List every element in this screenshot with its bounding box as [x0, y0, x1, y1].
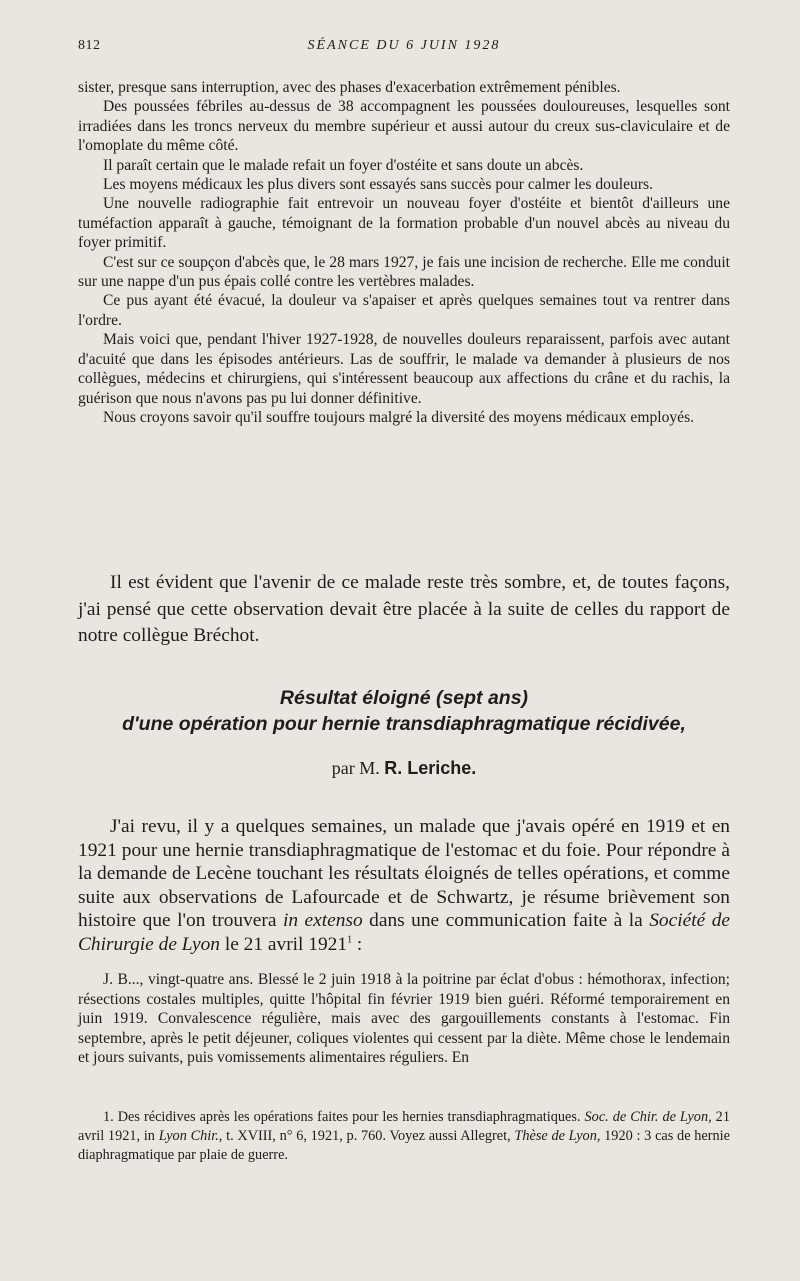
footnote	[78, 1108, 730, 1165]
italic-text: Thèse de Lyon	[514, 1128, 597, 1144]
footnote-reference: 1	[347, 934, 353, 946]
text-run: , t. XVIII, n° 6, 1921, p. 760. Voyez aussi Allegret,	[218, 1128, 515, 1144]
paragraph: sister, presque sans interruption, avec des phases d'exacerbation extrêmement pénibles.	[78, 79, 621, 96]
text-run: , 21 avril 1921, in	[78, 1109, 730, 1144]
italic-text: in extenso	[282, 910, 363, 932]
observation-text	[78, 78, 730, 427]
paragraph: Une nouvelle radiographie fait entrevoir un nouveau foyer d'ostéite et bientôt d'ailleurs une tuméfaction apparaît à gauche, témoignant de la formation probable d'un nouvel abcès au niveau du foyer primitif.	[78, 195, 730, 252]
running-title: SÉANCE DU 6 JUIN 1928	[307, 38, 501, 53]
italic-text: Soc. de Chir. de Lyon	[584, 1109, 709, 1125]
text-run: dans une communication faite à la	[362, 910, 650, 932]
paragraph: J. B..., vingt-quatre ans. Blessé le 2 juin 1918 à la poitrine par éclat d'obus : hémothorax, infection; résections costales multiples, quitte l'hôpital fin février 1919 bien guéri. Réformé temporairement en juin 1919. Convalescence régulière, mais avec des gargouillements constants à l'estomac. Fin septembre, après le petit déjeuner, coliques violentes qui cessent par la diète. Même chose le lendemain et jours suivants, puis vomissements alimentaires réguliers. En	[78, 971, 730, 1067]
footnote-marker: 1.	[103, 1109, 114, 1125]
paragraph: Mais voici que, pendant l'hiver 1927-1928, de nouvelles douleurs reparaissent, parfois avec autant d'acuité que dans les épisodes antérieurs. Las de souffrir, le malade va demander à plusieurs de nos collègues, médecins et chirurgiens, qui s'intéressent beaucoup aux affections du crâne et du rachis, la guérison que nous n'avons pas pu lui donner définitive.	[78, 331, 730, 407]
paragraph	[78, 815, 730, 957]
paragraph: C'est sur ce soupçon d'abcès que, le 28 mars 1927, je fais une incision de recherche. Elle me conduit sur une nappe d'un pus épais collé contre les vertèbres malades.	[78, 253, 730, 291]
paragraph: Il est évident que l'avenir de ce malade reste très sombre, et, de toutes façons, j'ai pensé que cette observation devait être placée à la suite de celles du rapport de notre collègue Bréchot.	[78, 572, 730, 646]
author-name: R. Leriche.	[384, 758, 477, 778]
article-title-line-1: Résultat éloigné (sept ans)	[279, 687, 529, 709]
text-run: , 1920 : 3 cas de hernie diaphragmatique par plaie de guerre.	[78, 1128, 730, 1163]
text-run: J'ai revu, il y a quelques semaines, un malade que j'avais opéré en 1919 et en 1921 pour une hernie transdiaphragmatique de l'estomac et du foie. Pour répondre à la demande de Lecène touchant les résultats éloignés de telles opérations, et comme suite aux observations de Lafourcade et de Schwartz, je résume brièvement son histoire que l'on trouvera	[78, 816, 730, 932]
intro-text	[78, 815, 730, 957]
paragraph: Ce pus ayant été évacué, la douleur va s'apaiser et après quelques semaines tout va rentrer dans l'ordre.	[78, 292, 730, 329]
footnote-text	[78, 1108, 730, 1165]
byline	[78, 758, 730, 779]
text-run: le 21 avril 1921	[219, 933, 348, 955]
text-run: :	[352, 933, 363, 955]
paragraph: Des poussées fébriles au-dessus de 38 accompagnent les poussées douloureuses, lesquelles sont irradiées dans les troncs nerveux du membre supérieur et aussi autour du creux sus-claviculaire et de l'omoplate du même côté.	[78, 98, 730, 155]
paragraph: Il paraît certain que le malade refait un foyer d'ostéite et sans doute un abcès.	[103, 156, 584, 174]
conclusion-text	[78, 570, 730, 650]
paragraph: Les moyens médicaux les plus divers sont essayés sans succès pour calmer les douleurs.	[103, 176, 653, 194]
paragraph: Nous croyons savoir qu'il souffre toujours malgré la diversité des moyens médicaux employés.	[103, 408, 695, 426]
italic-text: Lyon Chir.	[158, 1128, 219, 1144]
italic-text: Société de Chirurgie de Lyon	[78, 910, 730, 955]
article-title	[78, 685, 730, 737]
running-head	[78, 38, 730, 58]
case-report	[78, 970, 730, 1068]
byline-prefix: par M.	[331, 758, 380, 778]
text-run: Des récidives après les opérations faites pour les hernies transdiaphragmatiques.	[113, 1109, 585, 1125]
article-title-line-2: d'une opération pour hernie transdiaphragmatique récidivée,	[122, 713, 686, 735]
page-number: 812	[78, 38, 101, 53]
